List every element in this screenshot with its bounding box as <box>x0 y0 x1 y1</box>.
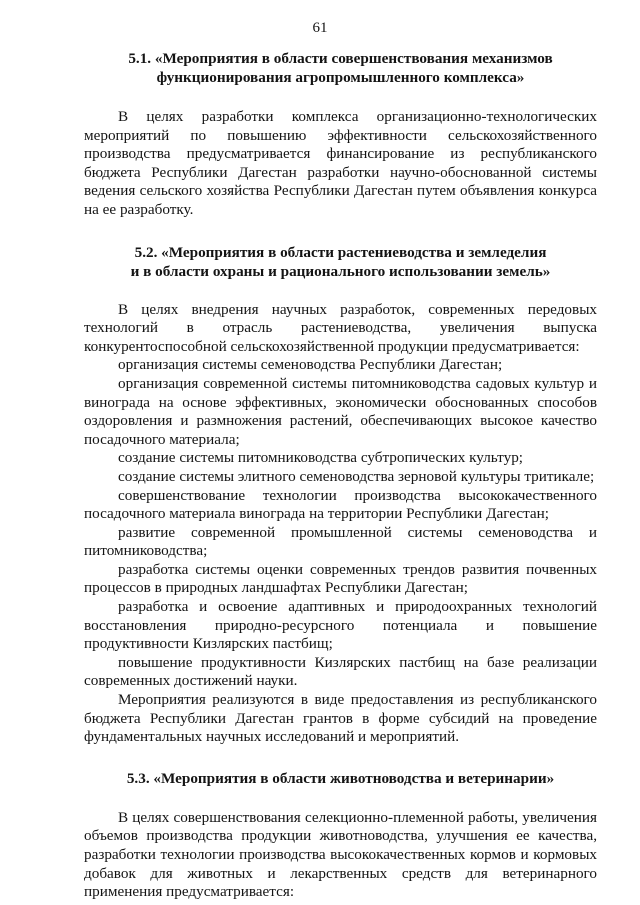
section-5-1-title-line-2: функционирования агропромышленного комплекса» <box>156 69 525 86</box>
section-5-2-title <box>84 243 597 281</box>
page-content <box>84 49 597 902</box>
section-5-2-intro: В целях внедрения научных разработок, современных передовых технологий в отрасль растениеводства, увеличения выпуска конкурентоспособной сельскохозяйственной продукции предусматривается: <box>84 300 597 355</box>
section-5-3-title: 5.3. «Мероприятия в области животноводства и ветеринарии» <box>126 769 555 787</box>
list-item: совершенствование технологии производства высококачественного посадочного материала винограда на территории Республики Дагестан; <box>84 486 597 523</box>
list-item: развитие современной промышленной системы семеноводства и питомниководства; <box>84 523 597 560</box>
section-5-1-title <box>84 49 597 87</box>
section-5-1-paragraph: В целях разработки комплекса организационно-технологических мероприятий по повышению эффективности сельскохозяйственного производства предусматривается финансирование из республиканского бюджета Республики Дагестан разработки научно-обоснованной системы ведения сельского хозяйства Республики Дагестан путем объявления конкурса на ее разработку. <box>84 108 597 218</box>
section-5-2-title-line-1: 5.2. «Мероприятия в области растениеводства и земледелия <box>134 243 547 261</box>
list-item: создание системы питомниководства субтропических культур; <box>118 449 524 467</box>
section-5-2-closing: Мероприятия реализуются в виде предоставления из республиканского бюджета Республики Дагестан грантов в форме субсидий на проведение фундаментальных научных исследований и мероприятий. <box>84 691 597 746</box>
list-item: организация современной системы питомниководства садовых культур и винограда на основе эффективных, экономически обоснованных способов оздоровления и размножения растений, обеспечивающих высокое качество посадочного материала; <box>84 374 597 448</box>
list-item: разработка системы оценки современных трендов развития почвенных процессов в природных ландшафтах Республики Дагестан; <box>84 560 597 597</box>
section-5-2-body <box>84 301 597 747</box>
list-item: повышение продуктивности Кизлярских пастбищ на базе реализации современных достижений науки. <box>84 653 597 690</box>
list-item: создание системы элитного семеноводства зерновой культуры тритикале; <box>118 467 595 485</box>
page-number: 61 <box>312 20 328 36</box>
section-5-1-title-line-1: 5.1. «Мероприятия в области совершенствования механизмов <box>128 50 553 67</box>
list-item: организация системы семеноводства Республики Дагестан; <box>118 356 503 374</box>
section-5-3-paragraph: В целях совершенствования селекционно-племенной работы, увеличения объемов производства продукции животноводства, улучшения ее качества, разработки технологии производства высококачественных кормов и кормовых добавок для животных и лекарственных средств для ветеринарного применения предусматривается: <box>84 808 597 901</box>
section-5-2-title-line-2: и в области охраны и рационального использовании земель» <box>130 262 551 280</box>
list-item: разработка и освоение адаптивных и природоохранных технологий восстановления природно-ресурсного потенциала и повышение продуктивности Кизлярских пастбищ; <box>84 598 597 653</box>
